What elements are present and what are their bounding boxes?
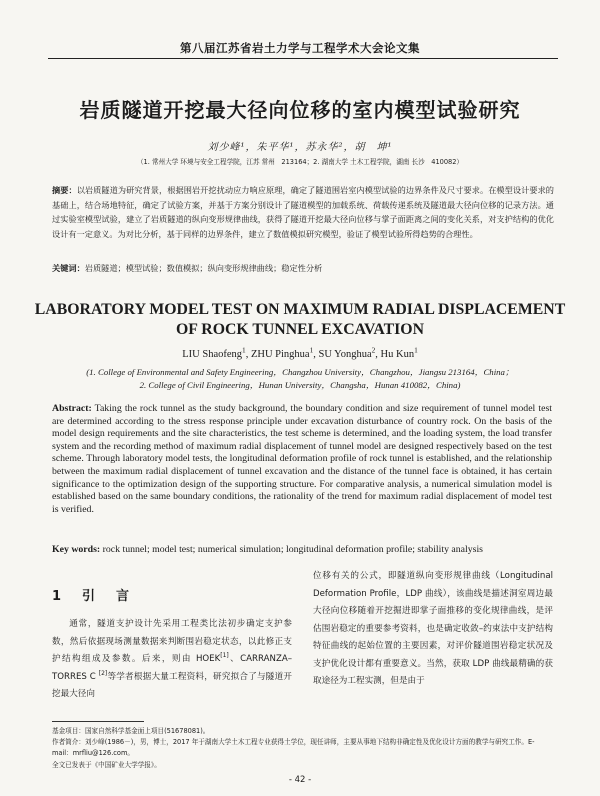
footnotes [52, 726, 554, 771]
author-1: LIU Shaofeng [182, 349, 243, 360]
paper-title-english-line1: LABORATORY MODEL TEST ON MAXIMUM RADIAL DISPLACEMENT [34, 301, 566, 318]
abstract-english-text: Taking the rock tunnel as the study background, the boundary condition and size requirement of tunnel model test are determined according to the stress response principle under excavation disturbance of country rock. On the basis of the model design requirements and the site characteristics, the test scheme is determined, and the loading system, the load transfer system and the recording method of maximum radial displacement of tunnel model are designed respectively based on the test scheme. Through laboratory model tests, the longitudinal deformation profile of rock tunnel is established, and the relationship between the maximum radial displacement of tunnel excavation and the distance of the tunnel face is obtained, it has certain significance to the optimization design of the supporting structure. For comparative analysis, a numerical simulation model is established based on the same boundary conditions, the rationality of the trend for maximum radial displacement of model test is verified. [52, 403, 552, 515]
section-heading-introduction: 1 引 言 [52, 589, 134, 604]
keywords-chinese-label: 关键词： [52, 263, 85, 273]
keywords-chinese-text: 岩质隧道；模型试验；数值模拟；纵向变形规律曲线；稳定性分析 [84, 263, 323, 273]
body-left-text-3: 等学者根据大量工程资料，研究拟合了与隧道开挖最大径向 [52, 671, 292, 699]
author-4-sup: 1 [414, 345, 418, 355]
author-3: SU Yonghua [318, 349, 372, 360]
keywords-english [52, 544, 552, 555]
authors-chinese: 刘少峰¹，朱平华¹，苏永华²，胡 坤¹ [207, 142, 393, 153]
affiliations-chinese: （1. 常州大学 环境与安全工程学院，江苏 常州 213164；2. 湖南大学 土木工程学院，湖南 长沙 410082） [136, 158, 464, 166]
abstract-chinese-text: 以岩质隧道为研究背景，根据围岩开挖扰动应力响应原理，确定了隧道围岩室内模型试验的边界条件及尺寸要求。在模型设计要求的基础上，结合场地特征，确定了试验方案，并基于方案分别设计了隧道模型的加载系统、荷载传递系统及隧道最大径向位移的记录方法。通过实验室模型试验，建立了岩质隧道的纵向变形规律曲线，获得了隧道开挖最大径向位移与掌子面距离之间的变化关系，对支护结构的优化设计有一定意义。为对比分析，基于同样的边界条件，建立了数值模拟研究模型，验证了模型试验所得趋势的合理性。 [52, 185, 554, 239]
affiliations-english [0, 366, 600, 392]
citation-2: [2] [98, 669, 108, 677]
citation-1: [1] [220, 652, 229, 660]
author-2-sup: 1 [309, 345, 314, 355]
author-3-sup: 2 [371, 345, 376, 355]
author-1-sup: 1 [242, 345, 246, 355]
footnote-divider [52, 721, 144, 722]
abstract-english [52, 403, 552, 516]
author-2: ZHU Pinghua [250, 349, 310, 360]
keywords-english-label: Key words: [52, 544, 101, 555]
paper-title-english [0, 300, 600, 340]
author-4: Hu Kun [380, 349, 415, 360]
body-column-left [52, 616, 292, 704]
abstract-chinese [52, 183, 554, 241]
keywords-chinese [52, 263, 554, 274]
body-column-right [313, 568, 553, 691]
footnote-author: 作者简介：刘少峰(1986－)，男，博士，2017 年于湖南大学土木工程专业获得土学位，现任讲师，主要从事地下结构非确定性及优化设计方面的教学与研究工作。E-mail：mrfliu@126.com。 [52, 738, 535, 758]
paper-title-chinese: 岩质隧道开挖最大径向位移的室内模型试验研究 [79, 98, 521, 122]
body-paragraph-right: 位移有关的公式，即隧道纵向变形规律曲线（Longitudinal Deformation Profile，LDP 曲线），该曲线是描述洞室周边最大径向位移随着开挖掘进即掌子面推移的变化规律曲线，是评估围岩稳定的重要参考资料，也是确定收敛–约束法中支护结构特征曲线的起始位置的主要因素，对评价隧道围岩稳定状况及支护优化设计都有重要意义。当然，获取 LDP 曲线最精确的获取途径为工程实测，但是由于 [313, 571, 553, 686]
abstract-chinese-label: 摘要： [52, 185, 77, 195]
affiliation-english-line1: (1. College of Environmental and Safety Engineering，Changzhou University，Changzhou，Jiangsu 213164，China； [86, 367, 514, 377]
body-left-text-1: 通常，隧道支护设计先采用工程类比法初步确定支护参数，然后依据现场测量数据来判断围岩稳定状态，以此修正支护结构组成及参数。后来，则由 HOEK [52, 619, 292, 664]
header-divider [48, 58, 558, 59]
footnote-note: 全文已发表于《中国矿业大学学报》。 [52, 760, 161, 769]
running-header: 第八届江苏省岩土力学与工程学术大会论文集 [180, 41, 420, 55]
body-left-text-2: 、CARRANZA–TORRES C [52, 654, 293, 682]
authors-english: LIU Shaofeng$^1$, ZHU Pinghua$^1$, SU Yonghua$^2$, Hu Kun$^1$ [182, 345, 418, 360]
page-number: - 42 - [288, 775, 312, 785]
paper-title-english-line2: OF ROCK TUNNEL EXCAVATION [176, 321, 424, 338]
footnote-fund: 基金项目：国家自然科学基金面上项目(51678081)。 [52, 727, 210, 735]
body-paragraph-left [52, 616, 292, 704]
keywords-english-text: rock tunnel; model test; numerical simulation; longitudinal deformation profile; stability analysis [102, 544, 483, 555]
abstract-english-label: Abstract: [52, 403, 92, 414]
affiliation-english-line2: 2. College of Civil Engineering，Hunan University，Changsha，Hunan 410082，China) [139, 380, 461, 390]
